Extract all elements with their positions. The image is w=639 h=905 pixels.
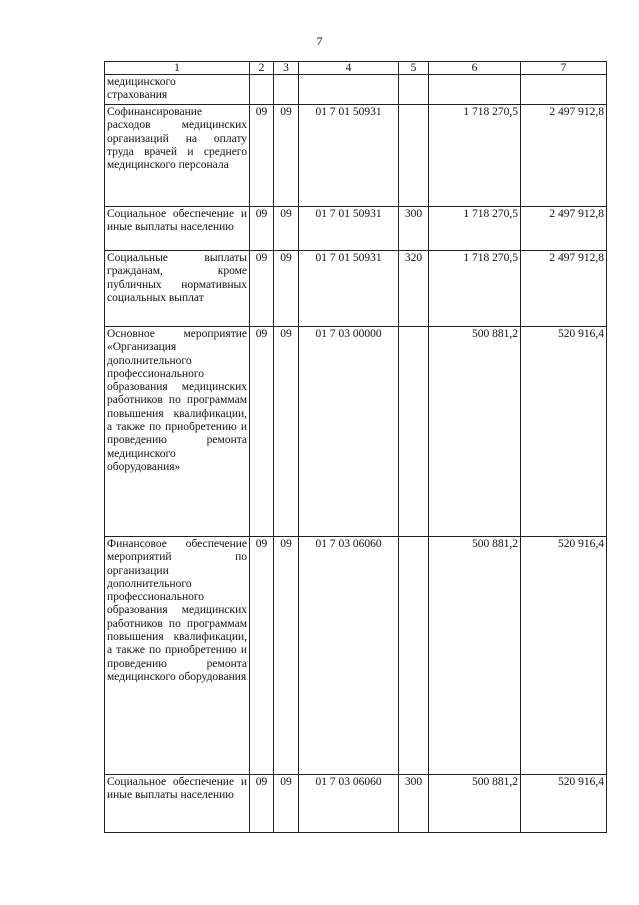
amount-col6: 500 881,2: [429, 537, 521, 775]
column-header-6: 6: [429, 62, 521, 75]
expense-type-code: [399, 75, 429, 105]
budget-table: [104, 61, 607, 833]
expense-type-code: [399, 537, 429, 775]
expense-type-code: 320: [399, 251, 429, 327]
subsection-code: 09: [274, 537, 299, 775]
amount-col7: 2 497 912,8: [521, 207, 607, 251]
section-code: [250, 75, 274, 105]
row-name: Финансовое обеспечение мероприятий по организации дополнительного профессионального образования медицинских работников по программам повышения квалификации, а также по приобретению и проведению ремонта медицинского оборудования: [105, 537, 250, 775]
row-name: Социальные выплаты гражданам, кроме публичных нормативных социальных выплат: [105, 251, 250, 327]
expense-type-code: 300: [399, 775, 429, 833]
row-name: Социальное обеспечение и иные выплаты населению: [105, 775, 250, 833]
target-article-code: 01 7 01 50931: [299, 207, 399, 251]
section-code: 09: [250, 775, 274, 833]
table-row: [105, 537, 607, 775]
row-name: Софинансирование расходов медицинских организаций на оплату труда врачей и среднего медицинского персонала: [105, 105, 250, 207]
section-code: 09: [250, 207, 274, 251]
subsection-code: 09: [274, 251, 299, 327]
amount-col7: 2 497 912,8: [521, 105, 607, 207]
amount-col7: 2 497 912,8: [521, 251, 607, 327]
target-article-code: 01 7 03 00000: [299, 327, 399, 537]
target-article-code: 01 7 01 50931: [299, 105, 399, 207]
subsection-code: 09: [274, 207, 299, 251]
expense-type-code: [399, 105, 429, 207]
column-header-4: 4: [299, 62, 399, 75]
target-article-code: 01 7 03 06060: [299, 537, 399, 775]
section-code: 09: [250, 105, 274, 207]
subsection-code: 09: [274, 775, 299, 833]
target-article-code: 01 7 03 06060: [299, 775, 399, 833]
expense-type-code: [399, 327, 429, 537]
amount-col6: [429, 75, 521, 105]
column-header-2: 2: [250, 62, 274, 75]
page-number: 7: [316, 34, 323, 48]
header-row: [105, 62, 607, 75]
row-name: Основное мероприятие «Организация дополнительного профессионального образования медицинских работников по программам повышения квалификации, а также по приобретению и проведению ремонта медицинского оборудования»: [105, 327, 250, 537]
table-row: [105, 251, 607, 327]
row-name: Социальное обеспечение и иные выплаты населению: [105, 207, 250, 251]
table-row: [105, 775, 607, 833]
target-article-code: 01 7 01 50931: [299, 251, 399, 327]
amount-col6: 500 881,2: [429, 775, 521, 833]
column-header-5: 5: [399, 62, 429, 75]
section-code: 09: [250, 327, 274, 537]
table-row: [105, 105, 607, 207]
subsection-code: 09: [274, 105, 299, 207]
row-name: медицинского страхования: [105, 75, 250, 105]
subsection-code: 09: [274, 327, 299, 537]
section-code: 09: [250, 537, 274, 775]
section-code: 09: [250, 251, 274, 327]
amount-col6: 500 881,2: [429, 327, 521, 537]
table-row: [105, 327, 607, 537]
amount-col7: 520 916,4: [521, 327, 607, 537]
amount-col6: 1 718 270,5: [429, 251, 521, 327]
amount-col7: [521, 75, 607, 105]
amount-col6: 1 718 270,5: [429, 105, 521, 207]
expense-type-code: 300: [399, 207, 429, 251]
column-header-7: 7: [521, 62, 607, 75]
target-article-code: [299, 75, 399, 105]
column-header-1: 1: [105, 62, 250, 75]
amount-col7: 520 916,4: [521, 537, 607, 775]
table-row: [105, 75, 607, 105]
table-row: [105, 207, 607, 251]
amount-col6: 1 718 270,5: [429, 207, 521, 251]
amount-col7: 520 916,4: [521, 775, 607, 833]
column-header-3: 3: [274, 62, 299, 75]
subsection-code: [274, 75, 299, 105]
